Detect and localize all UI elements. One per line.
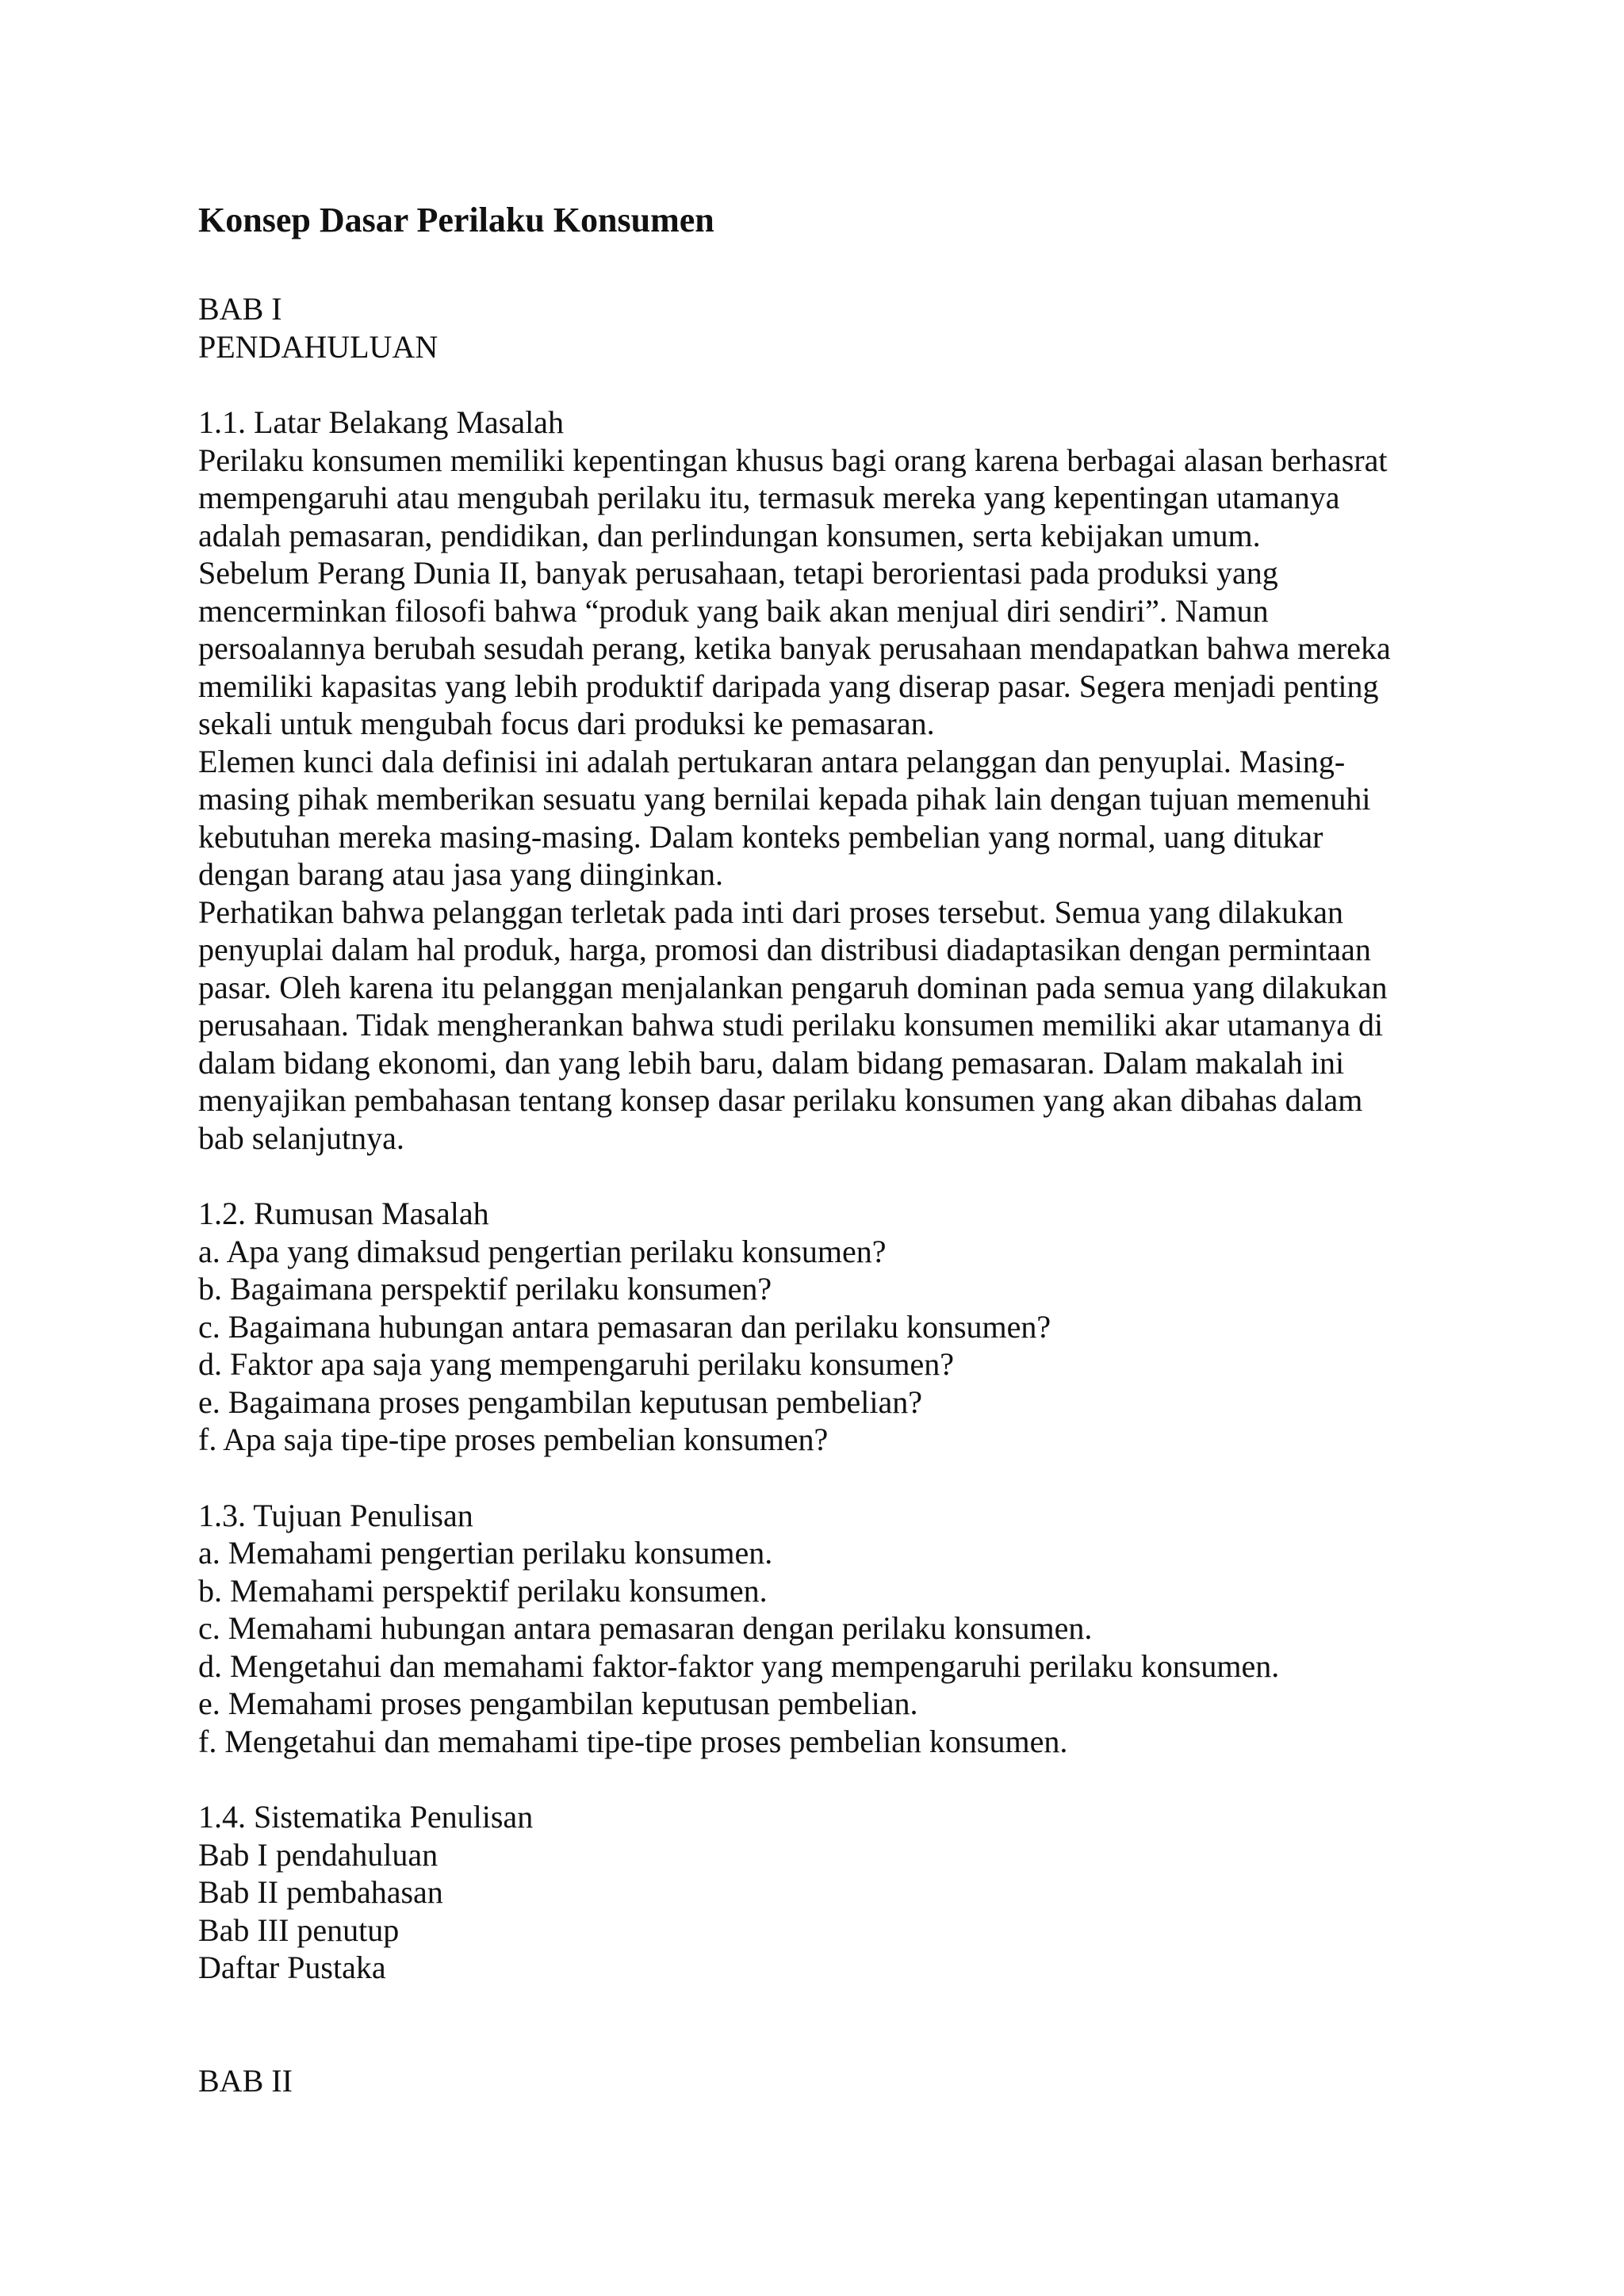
paragraph-line: kebutuhan mereka masing-masing. Dalam konteks pembelian yang normal, uang ditukar (198, 818, 1323, 855)
paragraph-line: menyajikan pembahasan tentang konsep dasar perilaku konsumen yang akan dibahas dalam (198, 1082, 1363, 1118)
paragraph-line: mencerminkan filosofi bahwa “produk yang baik akan menjual diri sendiri”. Namun (198, 592, 1269, 629)
list-item: f. Mengetahui dan memahami tipe-tipe proses pembelian konsumen. (198, 1723, 1068, 1759)
list-item: Bab II pembahasan (198, 1874, 443, 1910)
paragraph-line: penyuplai dalam hal produk, harga, promosi dan distribusi diadaptasikan dengan permintaan (198, 932, 1371, 967)
list-item: a. Memahami pengertian perilaku konsumen. (198, 1535, 773, 1571)
section-heading: 1.1. Latar Belakang Masalah (198, 404, 564, 440)
section-sistematika-penulisan (198, 1798, 1435, 1987)
paragraph-line: Elemen kunci dala definisi ini adalah pertukaran antara pelanggan dan penyuplai. Masing- (198, 743, 1346, 779)
paragraph-line: perusahaan. Tidak mengherankan bahwa studi perilaku konsumen memiliki akar utamanya di (198, 1007, 1384, 1043)
list-item: Daftar Pustaka (198, 1950, 386, 1985)
section-latar-belakang (198, 404, 1435, 1157)
section-heading: 1.2. Rumusan Masalah (198, 1196, 489, 1231)
paragraph-line: sekali untuk mengubah focus dari produksi ke pemasaran. (198, 706, 935, 741)
list-item: b. Bagaimana perspektif perilaku konsumen? (198, 1271, 772, 1307)
list-item: d. Faktor apa saja yang mempengaruhi perilaku konsumen? (198, 1346, 955, 1382)
paragraph-line: bab selanjutnya. (198, 1119, 404, 1156)
list-item: c. Memahami hubungan antara pemasaran dengan perilaku konsumen. (198, 1610, 1093, 1646)
list-item: f. Apa saja tipe-tipe proses pembelian konsumen? (198, 1422, 829, 1457)
paragraph-line: persoalannya berubah sesudah perang, ketika banyak perusahaan mendapatkan bahwa mereka (198, 630, 1391, 666)
list-item: a. Apa yang dimaksud pengertian perilaku konsumen? (198, 1233, 887, 1269)
next-chapter-heading: BAB II (198, 2062, 293, 2099)
paragraph-line: Perilaku konsumen memiliki kepentingan khusus bagi orang karena berbagai alasan berhasrat (198, 442, 1388, 478)
paragraph-line: pasar. Oleh karena itu pelanggan menjalankan pengaruh dominan pada semua yang dilakukan (198, 969, 1388, 1005)
paragraph-line: dengan barang atau jasa yang diinginkan. (198, 856, 723, 892)
paragraph-line: Perhatikan bahwa pelanggan terletak pada inti dari proses tersebut. Semua yang dilakukan (198, 894, 1343, 930)
list-item: e. Bagaimana proses pengambilan keputusan pembelian? (198, 1383, 923, 1420)
paragraph-line: masing pihak memberikan sesuatu yang bernilai kepada pihak lain dengan tujuan memenuhi (198, 781, 1371, 817)
paragraph-line: mempengaruhi atau mengubah perilaku itu, termasuk mereka yang kepentingan utamanya (198, 480, 1340, 515)
section-tujuan-penulisan (198, 1497, 1435, 1761)
section-heading: 1.3. Tujuan Penulisan (198, 1497, 473, 1533)
section-rumusan-masalah (198, 1195, 1435, 1459)
section-heading: 1.4. Sistematika Penulisan (198, 1799, 534, 1835)
list-item: c. Bagaimana hubungan antara pemasaran dan perilaku konsumen? (198, 1308, 1051, 1345)
list-item: b. Memahami perspektif perilaku konsumen. (198, 1572, 768, 1609)
list-item: d. Mengetahui dan memahami faktor-faktor yang mempengaruhi perilaku konsumen. (198, 1647, 1280, 1684)
list-item: Bab I pendahuluan (198, 1836, 439, 1873)
paragraph-line: adalah pemasaran, pendidikan, dan perlindungan konsumen, serta kebijakan umum. (198, 517, 1261, 553)
paragraph-line: Sebelum Perang Dunia II, banyak perusahaan, tetapi berorientasi pada produksi yang (198, 555, 1278, 591)
chapter-number: BAB I (198, 291, 282, 327)
list-item: e. Memahami proses pengambilan keputusan pembelian. (198, 1686, 918, 1721)
document-body (198, 200, 1435, 2099)
paragraph-line: memiliki kapasitas yang lebih produktif daripada yang diserap pasar. Segera menjadi penting (198, 668, 1379, 704)
list-item: Bab III penutup (198, 1911, 400, 1948)
chapter-title: PENDAHULUAN (198, 328, 439, 365)
document-title: Konsep Dasar Perilaku Konsumen (198, 201, 714, 239)
paragraph-line: dalam bidang ekonomi, dan yang lebih baru, dalam bidang pemasaran. Dalam makalah ini (198, 1044, 1345, 1081)
